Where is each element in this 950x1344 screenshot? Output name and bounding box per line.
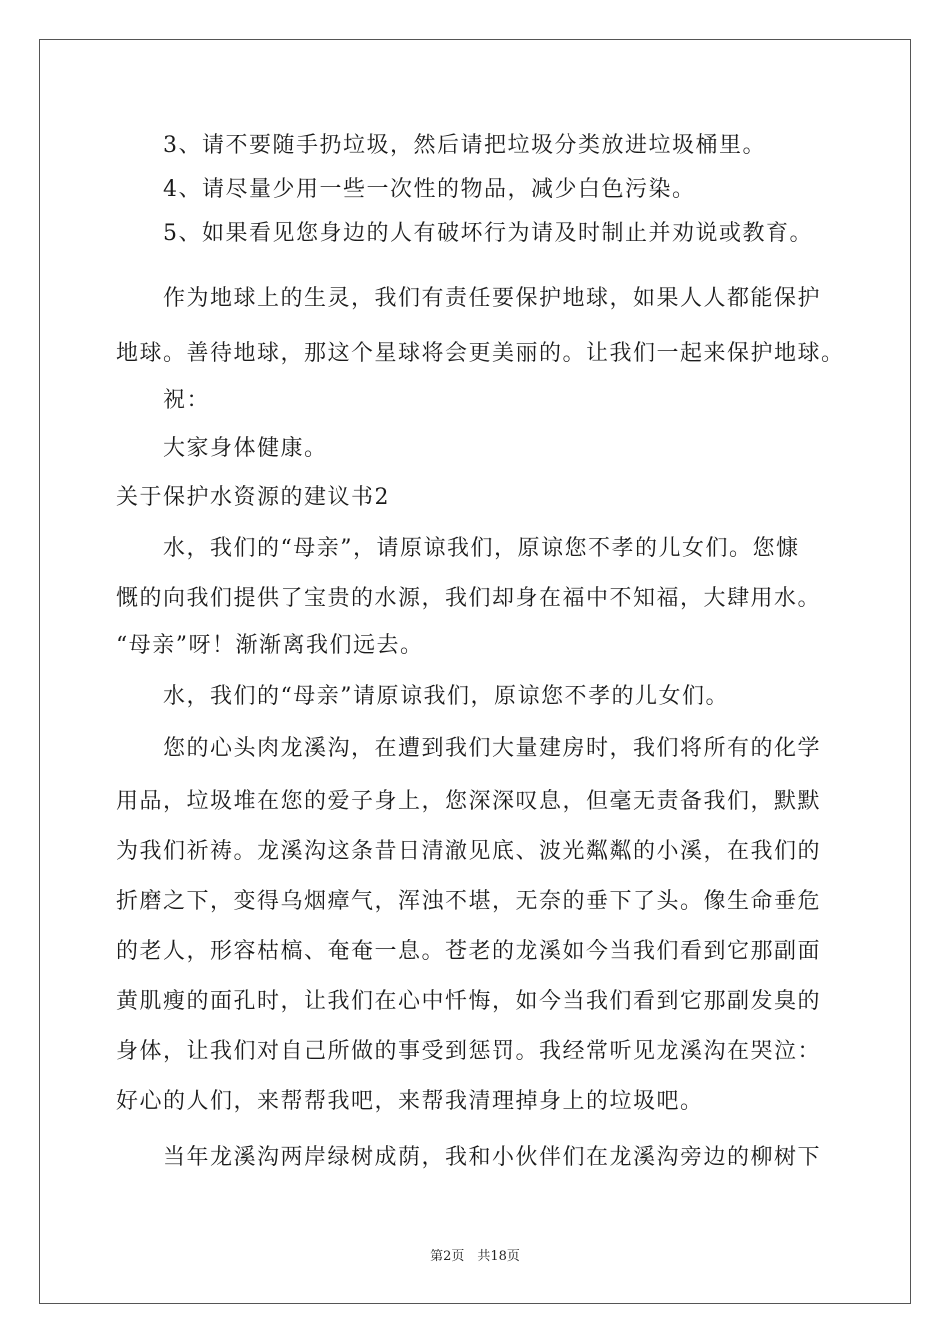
text-line: 用品，垃圾堆在您的爱子身上，您深深叹息，但毫无责备我们，默默 xyxy=(116,789,822,814)
text-line: 折磨之下，变得乌烟瘴气，浑浊不堪，无奈的垂下了头。像生命垂危 xyxy=(116,889,822,914)
text-line: “母亲”呀！渐渐离我们远去。 xyxy=(116,633,424,658)
text-line: 身体，让我们对自己所做的事受到惩罚。我经常听见龙溪沟在哭泣： xyxy=(116,1039,822,1064)
text-line: 的老人，形容枯槁、奄奄一息。苍老的龙溪如今当我们看到它那副面 xyxy=(116,939,822,964)
text-line: 祝： xyxy=(163,388,211,413)
text-line: 作为地球上的生灵，我们有责任要保护地球，如果人人都能保护 xyxy=(163,286,822,311)
text-line: 5、如果看见您身边的人有破坏行为请及时制止并劝说或教育。 xyxy=(163,221,813,246)
section-heading: 关于保护水资源的建议书2 xyxy=(116,485,390,510)
text-line: 慨的向我们提供了宝贵的水源，我们却身在福中不知福，大肆用水。 xyxy=(116,586,822,611)
text-line: 为我们祈祷。龙溪沟这条昔日清澈见底、波光粼粼的小溪，在我们的 xyxy=(116,839,822,864)
text-line: 大家身体健康。 xyxy=(163,436,328,461)
text-line: 地球。善待地球，那这个星球将会更美丽的。让我们一起来保护地球。 xyxy=(116,341,845,366)
text-line: 3、请不要随手扔垃圾，然后请把垃圾分类放进垃圾桶里。 xyxy=(163,133,766,158)
text-line: 您的心头肉龙溪沟，在遭到我们大量建房时，我们将所有的化学 xyxy=(163,736,822,761)
text-line: 水，我们的“母亲”请原谅我们，原谅您不孝的儿女们。 xyxy=(163,684,729,709)
text-line: 当年龙溪沟两岸绿树成荫，我和小伙伴们在龙溪沟旁边的柳树下 xyxy=(163,1145,822,1170)
text-line: 黄肌瘦的面孔时，让我们在心中忏悔，如今当我们看到它那副发臭的 xyxy=(116,989,822,1014)
text-line: 水，我们的“母亲”，请原谅我们，原谅您不孝的儿女们。您慷 xyxy=(163,536,800,561)
text-line: 好心的人们，来帮帮我吧，来帮我清理掉身上的垃圾吧。 xyxy=(116,1089,704,1114)
text-line: 4、请尽量少用一些一次性的物品，减少白色污染。 xyxy=(163,177,696,202)
page-number: 第2页 共18页 xyxy=(430,1249,520,1264)
